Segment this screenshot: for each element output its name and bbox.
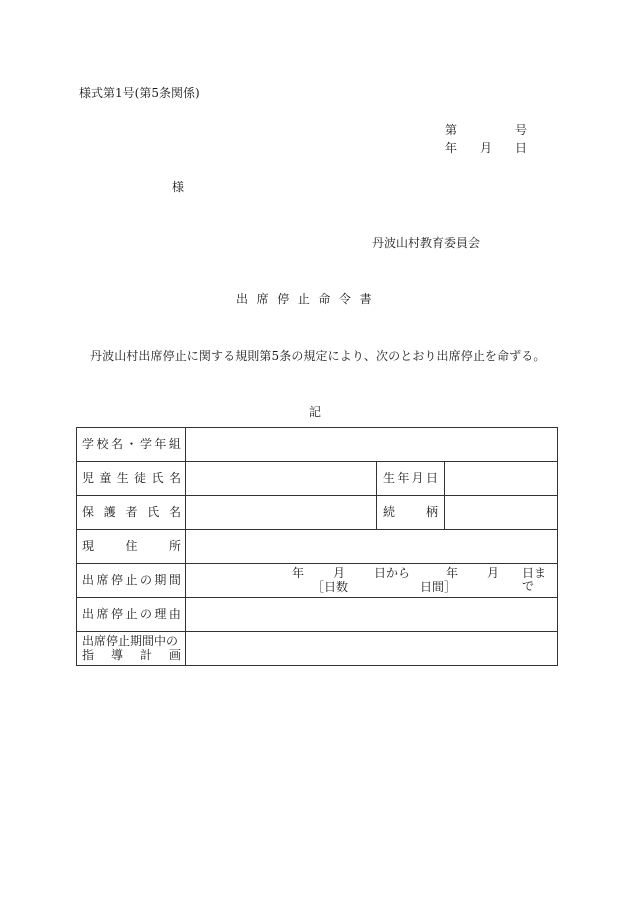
period-input-cell[interactable]	[186, 564, 558, 598]
period-from-year: 年	[292, 566, 305, 580]
address-input-cell[interactable]	[186, 530, 558, 564]
period-label: 出 席 停 止 の 期 間	[82, 572, 181, 587]
number-prefix: 第	[445, 123, 458, 137]
table-row	[77, 632, 558, 666]
document-number-line	[445, 124, 527, 136]
birth-date-input-cell[interactable]	[445, 462, 558, 496]
reason-label-cell	[77, 598, 186, 632]
relation-label: 続 柄	[383, 504, 438, 519]
form-number: 様式第1号(第5条関係)	[79, 86, 200, 100]
period-from-month: 月	[333, 566, 346, 580]
table-row	[77, 496, 558, 530]
ki-heading: 記	[309, 405, 322, 419]
issue-date-line	[445, 142, 527, 154]
student-label: 児 童 生 徒 氏 名	[82, 470, 181, 485]
period-to-day: 日まで	[522, 566, 547, 594]
guardian-label-cell	[77, 496, 186, 530]
date-year: 年	[445, 141, 458, 155]
number-suffix: 号	[514, 123, 527, 137]
period-from-day: 日から	[374, 566, 411, 580]
school-input-cell[interactable]	[186, 428, 558, 462]
guardian-label: 保 護 者 氏 名	[82, 504, 181, 519]
birth-label: 生 年 月 日	[383, 470, 438, 485]
period-days: ［日数 日間］	[312, 580, 457, 594]
plan-label-line2: 指 導 計 画	[82, 647, 181, 662]
table-row	[77, 462, 558, 496]
address-label-cell	[77, 530, 186, 564]
student-label-cell	[77, 462, 186, 496]
plan-input-cell[interactable]	[186, 632, 558, 666]
school-label: 学 校 名 ・ 学 年 組	[82, 436, 181, 451]
date-month: 月	[479, 141, 492, 155]
issuer-name: 丹波山村教育委員会	[372, 236, 481, 250]
plan-label-line1: 出席停止期間中の	[82, 634, 179, 649]
period-label-cell	[77, 564, 186, 598]
period-to-year: 年	[446, 566, 459, 580]
table-row	[77, 564, 558, 598]
body-text: 丹波山村出席停止に関する規則第5条の規定により、次のとおり出席停止を命ずる。	[90, 349, 546, 363]
plan-label-cell	[77, 632, 186, 666]
relation-label-cell	[377, 496, 445, 530]
birth-label-cell	[377, 462, 445, 496]
table-row	[77, 598, 558, 632]
address-label: 現 住 所	[82, 538, 181, 553]
date-day: 日	[514, 141, 527, 155]
student-name-input-cell[interactable]	[186, 462, 377, 496]
relation-input-cell[interactable]	[445, 496, 558, 530]
period-to-month: 月	[487, 566, 500, 580]
form-table	[76, 427, 558, 666]
table-row	[77, 530, 558, 564]
table-row	[77, 428, 558, 462]
addressee-suffix: 様	[172, 180, 185, 194]
document-title: 出席停止命令書	[236, 292, 381, 306]
guardian-name-input-cell[interactable]	[186, 496, 377, 530]
reason-label: 出 席 停 止 の 理 由	[82, 606, 181, 621]
school-label-cell	[77, 428, 186, 462]
reason-input-cell[interactable]	[186, 598, 558, 632]
